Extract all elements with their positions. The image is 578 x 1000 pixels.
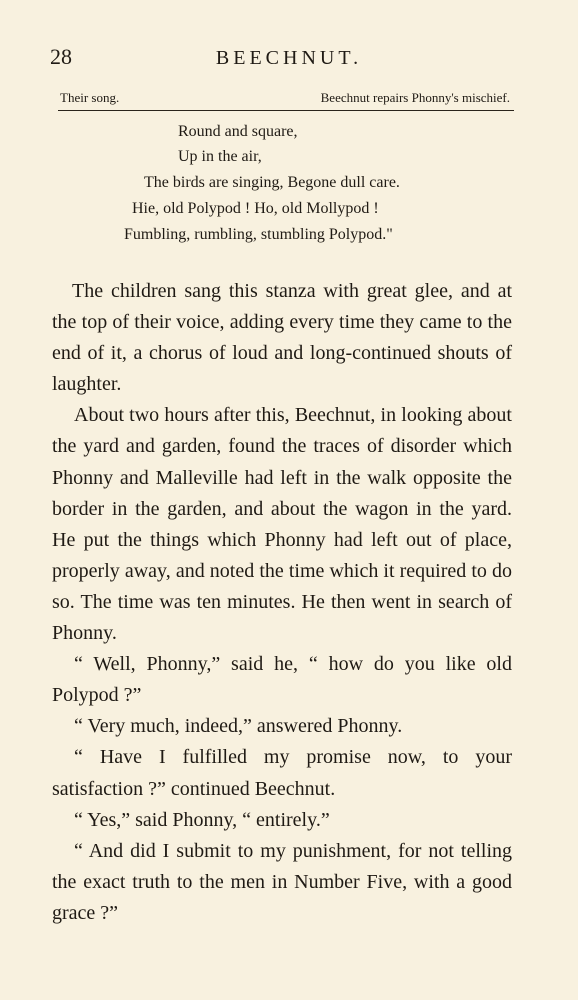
running-title: BEECHNUT. <box>215 47 363 69</box>
verse-line: Round and square, <box>178 123 298 140</box>
header-rule <box>58 110 514 111</box>
paragraph: “ Have I fulfilled my promise now, to your satisfaction ?” continued Beechnut. <box>52 746 512 800</box>
page-number: 28 <box>50 44 72 69</box>
verse-line: Fumbling, rumbling, stumbling Polypod." <box>124 226 393 243</box>
verse-line: Hie, old Polypod ! Ho, old Mollypod ! <box>132 200 379 217</box>
paragraph: About two hours after this, Beechnut, in looking about the yard and garden, found the traces of disorder which Phonny and Malleville had left in the walk opposite the border in the garden, and about the wagon in the yard. He put the things which Phonny had left out of place, properly away, and noted the time which it required to do so. The time was ten minutes. He then went in search of Phonny. <box>52 404 512 645</box>
side-heading-right: Beechnut repairs Phonny's mischief. <box>320 90 510 105</box>
paragraph: “ Well, Phonny,” said he, “ how do you like old Polypod ?” <box>52 653 512 707</box>
side-heading-left: Their song. <box>60 90 120 105</box>
paragraph: The children sang this stanza with great glee, and at the top of their voice, adding every time they came to the end of it, a chorus of loud and long-continued shouts of laughter. <box>52 280 512 396</box>
body-text <box>52 276 512 929</box>
paragraph: “ Very much, indeed,” answered Phonny. <box>74 715 403 738</box>
paragraph: “ And did I submit to my punishment, for not telling the exact truth to the men in Number Five, with a good grace ?” <box>52 839 512 924</box>
paragraph: “ Yes,” said Phonny, “ entirely.” <box>74 808 330 831</box>
verse-line: The birds are singing, Begone dull care. <box>144 174 400 191</box>
verse-line: Up in the air, <box>178 148 262 165</box>
